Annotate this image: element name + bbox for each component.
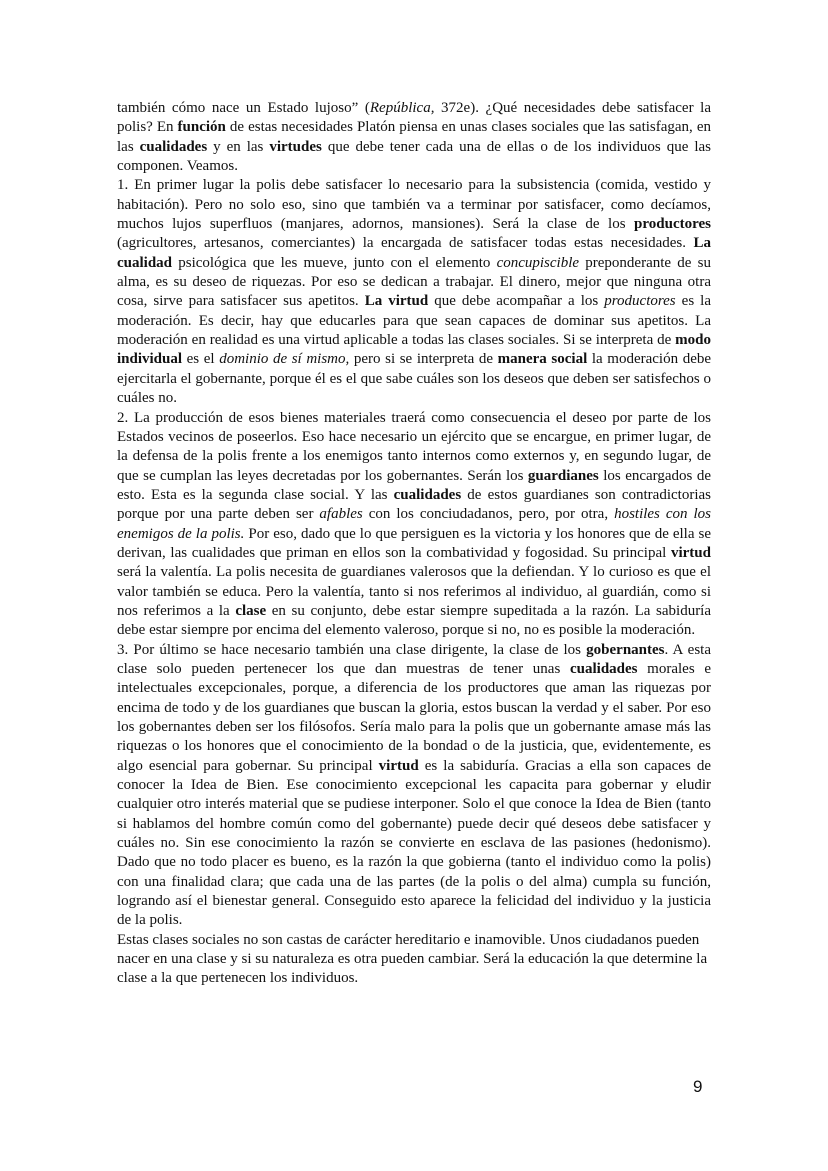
text-segment: los encargados de esto. Esta es la segunda clase social. Y las: [117, 467, 711, 503]
text-segment: es la moderación. Es decir, hay que educarles para que sean capaces de dominar sus apetitos. La moderación en realidad es una virtud aplicable a todas las clases sociales. Si se interpreta de: [117, 293, 711, 349]
text-segment: psicológica que les mueve, junto con el elemento: [172, 254, 497, 271]
bold-term: productores: [634, 216, 711, 233]
text-segment: 3. Por último se hace necesario también una clase dirigente, la clase de los: [117, 641, 587, 658]
paragraph-guardianes: [117, 409, 711, 641]
italic-text: dominio de sí mismo,: [219, 351, 350, 368]
page-number: 9: [693, 1077, 703, 1096]
bold-term: La cualidad: [117, 235, 711, 271]
italic-text: afables: [319, 506, 363, 523]
text-segment: 1. En primer lugar la polis debe satisfacer lo necesario para la subsistencia (comida, vestido y habitación). Pero no solo eso, sino que también va a terminar por satisfacer, como decíamos, muchos lujos superfluos (manjares, adornos, mansiones). Será la clase de los: [117, 177, 711, 233]
text-segment: con los conciudadanos, pero, por otra,: [362, 506, 615, 523]
text-segment: y en las: [207, 138, 270, 155]
paragraph-conclusion: [117, 931, 711, 989]
paragraph-gobernantes: [117, 641, 711, 931]
bold-term: virtud: [378, 757, 419, 774]
italic-text: hostiles con los enemigos de la polis.: [117, 506, 711, 542]
bold-term: gobernantes: [586, 641, 665, 658]
text-segment: morales e intelectuales excepcionales, porque, a diferencia de los productores que aman las riquezas por encima de todo y de los guardianes que buscan la gloria, estos buscan la verdad y el saber. Por eso los gobernantes deben ser los filósofos. Sería malo para la polis que un gobernante amase más las riquezas o los honores que el conocimiento de la bondad o de la justicia, que, evidentemente, es algo esencial para gobernar. Su principal: [117, 660, 711, 774]
text-segment: preponderante de su alma, es su deseo de riquezas. Por eso se dedican a trabajar. El dinero, mejor que ninguna otra cosa, sirve para satisfacer sus apetitos.: [117, 254, 711, 310]
text-segment: que debe tener cada una de ellas o de los individuos que las componen. Veamos.: [117, 138, 711, 175]
bold-term: cualidades: [569, 660, 638, 677]
text-segment: es la sabiduría. Gracias a ella son capaces de conocer la Idea de Bien. Ese conocimiento excepcional les capacita para gobernar y eludir cualquier otro interés material que se pudiese interponer. Solo el que conoce la Idea de Bien (tanto si hablamos del hombre común como del gobernante) puede decir qué deseos debe satisfacer y cuáles no. Sin ese conocimiento la razón se convierte en esclava de las pasiones (hedonismo). Dado que no todo placer es bueno, es la razón la que gobierna (tanto el individuo como la polis) con una finalidad clara; que cada una de las partes (de la polis o del alma) cumpla su función, logrando así el bienestar general. Conseguido esto aparece la felicidad del individuo y la justicia de la polis.: [117, 757, 711, 929]
italic-text: ,: [360, 583, 365, 600]
bold-term: cualidades: [393, 486, 462, 503]
text-segment: también cómo nace un Estado lujoso” (: [117, 100, 370, 116]
text-segment: tanto si nos referimos al individuo, al guardián, como si nos referimos a la: [117, 583, 711, 619]
bold-term: cualidades: [139, 138, 208, 155]
text-segment: la moderación debe ejercitarla el gobernante, porque él es el que sabe cuáles son los deseos que deben ser satisfechos o cuáles no.: [117, 351, 712, 407]
bold-term: guardianes: [527, 467, 599, 484]
text-segment: . A esta clase solo pueden pertenecer los que dan muestras de tener unas: [117, 641, 712, 677]
bold-term: manera social: [497, 351, 588, 368]
bold-term: modo individual: [117, 332, 711, 368]
bold-term: La virtud: [364, 293, 429, 310]
text-segment: será la valentía. La polis necesita de guardianes valerosos que la defiendan. Y lo curioso es que el valor también se educa. Pero la valentía: [117, 564, 711, 600]
bold-term: virtudes: [269, 138, 322, 155]
text-segment: pero si se interpreta de: [349, 351, 498, 368]
text-segment: de estos guardianes son contradictorias porque por una parte deben ser: [117, 486, 711, 523]
bold-term: virtud: [670, 544, 711, 561]
paragraph-intro: [117, 99, 711, 176]
italic-text: productores: [604, 293, 676, 310]
text-segment: Estas clases sociales no son castas de carácter hereditario e inamovible. Unos ciudadanos pueden nacer en una clase y si su naturaleza es otra pueden cambiar. Será la educación la que determine la clase a la que pertenecen los individuos.: [117, 931, 708, 987]
text-segment: que debe acompañar a los: [428, 293, 605, 310]
paragraph-productores: [117, 176, 711, 408]
bold-term: función: [177, 119, 226, 136]
text-segment: en su conjunto, debe estar siempre supeditada a la razón. La sabiduría debe estar siempre por encima del elemento valeroso, porque si no, no es posible la moderación.: [117, 602, 712, 639]
document-page: [117, 99, 711, 989]
italic-text: República,: [369, 100, 435, 116]
bold-term: clase: [235, 602, 267, 619]
text-segment: 372e). ¿Qué necesidades debe satisfacer la polis? En: [117, 100, 712, 136]
italic-text: concupiscible: [496, 254, 580, 271]
text-segment: 2. La producción de esos bienes materiales traerá como consecuencia el deseo por parte de los Estados vecinos de poseerlos. Eso hace necesario un ejército que se encargue, en primer lugar, de la defensa de la polis frente a los enemigos tanto internos como externos y, en segundo lugar, de que se cumplan las leyes decretadas por los gobernantes. Serán los: [117, 409, 711, 484]
text-segment: Por eso, dado que lo que persiguen es la victoria y los honores que de ella se derivan, las cualidades que priman en ellos son la combatividad y fogosidad. Su principal: [117, 525, 711, 561]
text-segment: de estas necesidades Platón piensa en unas clases sociales que las satisfagan, en las: [117, 119, 711, 155]
text-segment: es el: [182, 351, 220, 368]
text-segment: (agricultores, artesanos, comerciantes) la encargada de satisfacer todas estas necesidades.: [117, 235, 694, 252]
